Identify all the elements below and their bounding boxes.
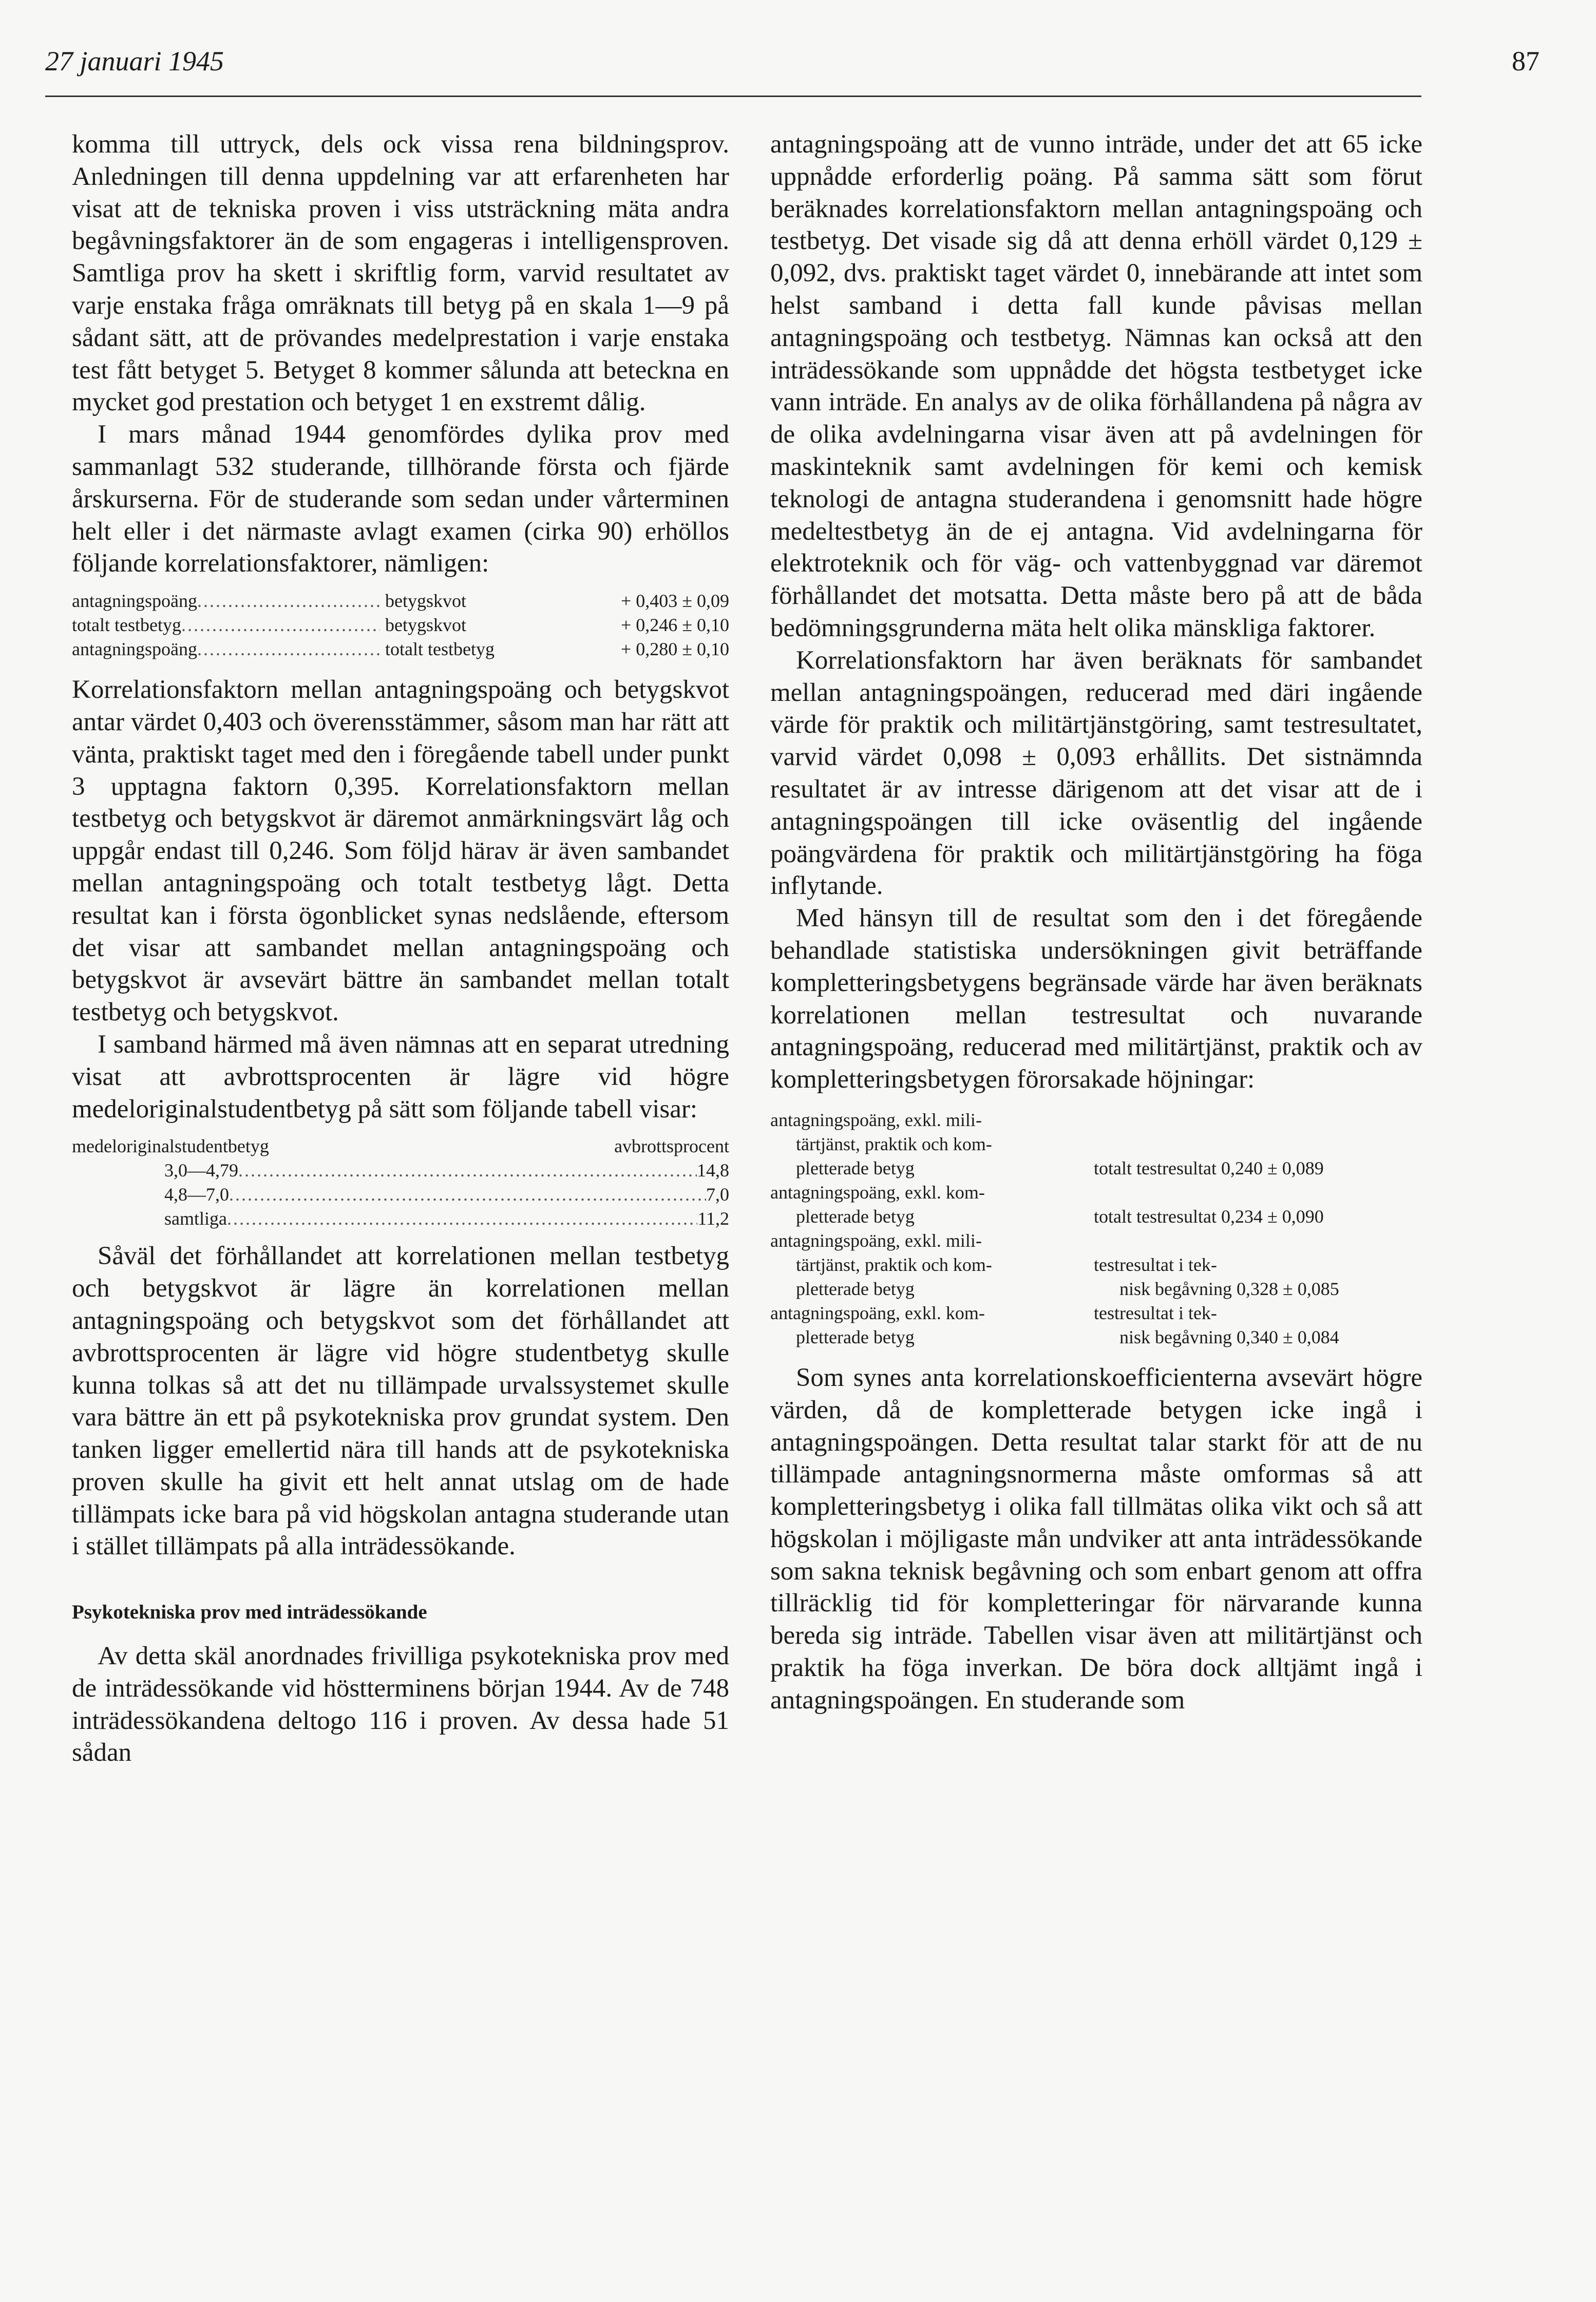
dropout-table [72,1134,729,1231]
paragraph: Korrelationsfaktorn har även beräknats för sambandet mellan antagningspoängen, reducerad med däri ingående värde för praktik och militärtjänstgöring, samt testresultatet, varvid värdet 0,098 ± 0,093 erhållits. Det sistnämnda resultatet är av intresse därigenom att det visar att de i antagningspoängen till icke oväsentlig del ingående poängvärdena för praktik och militärtjänstgöring ha föga inflytande. [770,645,1422,901]
grade-range: 3,0—4,79 [164,1160,238,1181]
table-row [72,589,729,613]
table-row [770,1108,1422,1181]
table-row [72,613,729,637]
correlation-table-2 [770,1108,1422,1349]
leader-dots [181,613,380,637]
paragraph: Som synes anta korrelationskoefficienterna avsevärt högre värden, då de kompletterade betygen icke ingå i antagningspoängen. Detta resultat talar starkt för att de nu tillämpade antagningsnormerna måste omformas så att kompletteringsbetyg i olika fall tillmätas olika vikt och så att högskolan i möjligaste mån undviker att anta inträdessökande som sakna teknisk begåvning och som enbart genom att offra tillräcklig tid för kompletteringar för närvarande kunna bereda sig inträde. Tabellen visar även att militärtjänst och praktik ha föga inverkan. De böra dock alltjämt ingå i antagningspoängen. En studerande som [770,1363,1422,1715]
table-row [72,637,729,661]
leader-dots [197,589,380,613]
header-rule [45,96,1421,97]
corr-var-b: totalt testbetyg [385,639,495,660]
column-header: avbrottsprocent [614,1136,729,1157]
corr-value: + 0,280 ± 0,10 [620,639,729,660]
leader-dots [197,637,380,661]
row-label: antagningspoäng, exkl. kom- [770,1302,985,1323]
table-row [72,1158,729,1183]
leader-dots [238,1158,697,1183]
row-label: pletterade betyg [796,1326,915,1347]
row-value: totalt testresultat 0,240 ± 0,089 [1094,1157,1324,1178]
page-number: 87 [1512,46,1540,77]
dropout-pct: 7,0 [706,1184,729,1205]
row-label: antagningspoäng, exkl. mili- [770,1230,982,1251]
paragraph: Med hänsyn till de resultat som den i det föregående behandlade statistiska undersökningen givit beträffande kompletteringsbetygens begränsade värde har även beräknats korrelationen mellan testresultat och nuvarande antagningspoäng, reducerad med militärtjänst, praktik och av kompletteringsbetygen förorsakade höjningar: [770,904,1422,1094]
row-value: totalt testresultat 0,234 ± 0,090 [1094,1206,1324,1227]
corr-var-a: totalt testbetyg [72,615,181,636]
table-row [770,1181,1422,1229]
table-row [770,1301,1422,1349]
paragraph: I samband härmed må även nämnas att en separat utredning visat att avbrottsprocenten är lägre vid högre medeloriginalstudentbetyg på sätt som följande tabell visar: [72,1030,729,1124]
dropout-pct: 14,8 [697,1160,729,1181]
table-row [770,1229,1422,1301]
correlation-table [72,589,729,661]
row-label: pletterade betyg [796,1206,915,1227]
paragraph: antagningspoäng att de vunno inträde, under det att 65 icke uppnådde erforderlig poäng. På samma sätt som förut beräknades korrelationsfaktorn mellan antagningspoäng och testbetyg. Det visade sig då att denna erhöll värdet 0,129 ± 0,092, dvs. praktiskt taget värdet 0, innebärande att intet som helst samband i detta fall kunde påvisas mellan antagningspoäng och testbetyg. Nämnas kan också att den inträdessökande som uppnådde det högsta testbetyget icke vann inträde. En analys av de olika förhållandena på några av de olika avdelningarna visar även att på avdelningen för maskinteknik samt avdelningen för kemi och kemisk teknologi de antagna studerandena i genomsnitt hade högre medeltestbetyg än de ej antagna. Vid avdelningarna för elektroteknik och för väg- och vattenbyggnad var däremot förhållandet det motsatta. Detta måste bero på att de båda bedömningsgrunderna mäta helt olika mänskliga faktorer. [770,130,1422,642]
table-header [72,1134,729,1158]
issue-date: 27 januari 1945 [45,46,224,77]
row-label: pletterade betyg [796,1157,915,1178]
paragraph: Såväl det förhållandet att korrelationen mellan testbetyg och betygskvot är lägre än korrelationen mellan antagningspoäng och betygskvot som det förhållandet att avbrottsprocenten är lägre vid högre studentbetyg skulle kunna tolkas så att det nu tillämpade urvalssystemet skulle vara bättre än ett på psykotekniska prov grundat system. Den tanken ligger emellertid nära till hands att de psykotekniska proven skulle ha givit ett helt annat utslag om de hade tillämpats icke bara på vid högskolan antagna studerande utan i stället tillämpats på alla inträdessökande. [72,1242,729,1561]
row-label: antagningspoäng, exkl. kom- [770,1182,985,1203]
paragraph: I mars månad 1944 genomfördes dylika prov med sammanlagt 532 studerande, tillhörande första och fjärde årskurserna. För de studerande som sedan under vårterminen helt eller i det närmaste avlagt examen (cirka 90) erhöllos följande korrelationsfaktorer, nämligen: [72,420,729,578]
row-value: nisk begåvning 0,328 ± 0,085 [1119,1278,1339,1299]
row-label: tärtjänst, praktik och kom- [796,1254,992,1275]
row-label: pletterade betyg [796,1278,915,1299]
grade-range: 4,8—7,0 [164,1184,229,1205]
corr-var-b: betygskvot [385,591,466,612]
corr-value: + 0,403 ± 0,09 [620,591,729,612]
paragraph: komma till uttryck, dels ock vissa rena bildningsprov. Anledningen till denna uppdelning var att erfarenheten har visat att de tekniska proven i viss utsträckning mäta andra begåvningsfaktorer än de som engageras i intelligensproven. Samtliga prov ha skett i skriftlig form, varvid resultatet av varje enstaka fråga omräknats till betyg på en skala 1—9 på sådant sätt, att de prövandes medelprestation i varje enstaka test fått betyget 5. Betyget 8 kommer sålunda att beteckna en mycket god prestation och betyget 1 en exstremt dålig. [72,130,729,417]
row-value: testresultat i tek- [1094,1254,1217,1275]
row-label: tärtjänst, praktik och kom- [796,1133,992,1154]
paragraph: Av detta skäl anordnades frivilliga psykotekniska prov med de inträdessökande vid höstterminens början 1944. Av de 748 inträdessökandena deltogo 116 i proven. Av dessa hade 51 sådan [72,1642,729,1767]
grade-range: samtliga [164,1208,227,1229]
leader-dots [227,1207,697,1231]
left-column [72,128,729,1769]
section-heading: Psykotekniska prov med inträdessökande [72,1601,427,1624]
right-column [770,128,1422,1717]
corr-var-b: betygskvot [385,615,466,636]
dropout-pct: 11,2 [697,1208,729,1229]
leader-dots [229,1183,706,1207]
corr-value: + 0,246 ± 0,10 [620,615,729,636]
row-value: testresultat i tek- [1094,1302,1217,1323]
table-row [72,1207,729,1231]
row-value: nisk begåvning 0,340 ± 0,084 [1119,1326,1339,1347]
row-label: antagningspoäng, exkl. mili- [770,1109,982,1130]
page-header [45,45,1540,97]
table-row [72,1183,729,1207]
paragraph: Korrelationsfaktorn mellan antagningspoäng och betygskvot antar värdet 0,403 och överensstämmer, såsom man har rätt att vänta, praktiskt taget med den i föregående tabell under punkt 3 upptagna faktorn 0,395. Korrelationsfaktorn mellan testbetyg och betygskvot är däremot anmärkningsvärt låg och uppgår endast till 0,246. Som följd härav är även sambandet mellan antagningspoäng och totalt testbetyg lågt. Detta resultat kan i första ögonblicket synas nedslående, eftersom det visar att sambandet mellan antagningspoäng och betygskvot är avsevärt bättre än sambandet mellan totalt testbetyg och betygskvot. [72,675,729,1027]
corr-var-a: antagningspoäng [72,639,197,660]
column-header: medeloriginalstudentbetyg [72,1136,269,1157]
corr-var-a: antagningspoäng [72,591,197,612]
